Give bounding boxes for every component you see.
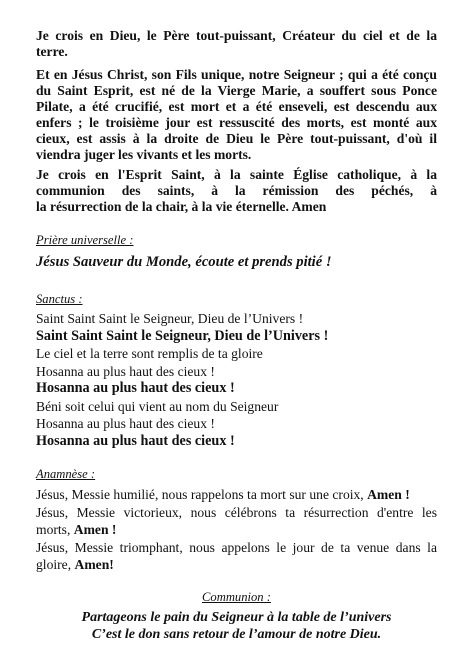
anamnese-line-5	[36, 556, 437, 574]
anamnese-heading: Anamnèse :	[36, 467, 96, 481]
anamnese-amen-2: Amen !	[73, 522, 117, 537]
communion-line-2: C’est le don sans retour de l’amour de notre Dieu.	[91, 627, 382, 642]
communion-line-1: Partageons le pain du Seigneur à la table de l’univers	[81, 610, 392, 625]
anamnese-line-2: Jésus, Messie victorieux, nous célébrons ta résurrection d'entre les	[36, 504, 437, 520]
credo-p3-line-3: la résurrection de la chair, à la vie éternelle. Amen	[36, 199, 327, 214]
credo-p2-line-4: enfers ; le troisième jour est ressuscité des morts, est monté aux	[36, 115, 437, 130]
credo-p2-line-1: Et en Jésus Christ, son Fils unique, notre Seigneur ; qui a été conçu	[36, 67, 437, 82]
communion-text	[36, 609, 437, 643]
anamnese-line-1	[36, 486, 437, 504]
anamnese-line-5-text: gloire,	[36, 557, 75, 572]
anamnese-line-1-text: Jésus, Messie humilié, nous rappelons ta mort sur une croix,	[36, 487, 368, 502]
sanctus-line-6: Béni soit celui qui vient au nom du Seigneur	[36, 398, 279, 414]
sanctus-text	[36, 310, 437, 450]
anamnese-line-3-text: morts,	[36, 522, 74, 537]
anamnese-amen-3: Amen!	[74, 557, 114, 572]
sanctus-line-2: Saint Saint Saint le Seigneur, Dieu de l’Univers !	[36, 327, 329, 344]
sanctus-line-3: Le ciel et la terre sont remplis de ta gloire	[36, 346, 263, 361]
credo-p2-line-3: Pilate, a été crucifié, est mort et a été enseveli, est descendu aux	[36, 99, 437, 114]
credo-p3-line-2: communion des saints, à la rémission des péchés, à	[36, 183, 437, 198]
anamnese-line-3	[36, 521, 437, 539]
credo-paragraph-1	[36, 28, 437, 60]
credo-p2-line-5: cieux, est assis à la droite de Dieu le Père tout-puissant, d'où il	[36, 131, 437, 146]
anamnese-line-4: Jésus, Messie triomphant, nous appelons le jour de ta venue dans la	[36, 539, 437, 555]
credo-p2-line-6: viendra juger les vivants et les morts.	[36, 147, 252, 162]
anamnese-amen-1: Amen !	[367, 487, 410, 502]
credo-p3-line-1: Je crois en l'Esprit Saint, à la sainte Église catholique, à la	[36, 167, 437, 182]
sanctus-line-5: Hosanna au plus haut des cieux !	[36, 380, 235, 396]
priere-heading: Prière universelle :	[36, 233, 134, 247]
credo-p1-line-1: Je crois en Dieu, le Père tout-puissant, Créateur du ciel et de la	[36, 28, 437, 43]
credo-paragraph-2	[36, 67, 437, 163]
sanctus-line-8: Hosanna au plus haut des cieux !	[36, 432, 235, 449]
priere-refrain: Jésus Sauveur du Monde, écoute et prends pitié !	[36, 254, 332, 270]
sanctus-line-7: Hosanna au plus haut des cieux !	[36, 416, 215, 431]
sanctus-heading: Sanctus :	[36, 292, 83, 306]
credo-p1-line-2: terre.	[36, 44, 68, 59]
credo-paragraph-3	[36, 167, 437, 215]
communion-heading: Communion :	[202, 590, 271, 604]
credo-p2-line-2: du Saint Esprit, est né de la Vierge Marie, a souffert sous Ponce	[36, 83, 437, 98]
anamnese-text	[36, 486, 437, 574]
sanctus-line-1: Saint Saint Saint le Seigneur, Dieu de l’Univers !	[36, 311, 304, 326]
sanctus-line-4: Hosanna au plus haut des cieux !	[36, 363, 215, 379]
